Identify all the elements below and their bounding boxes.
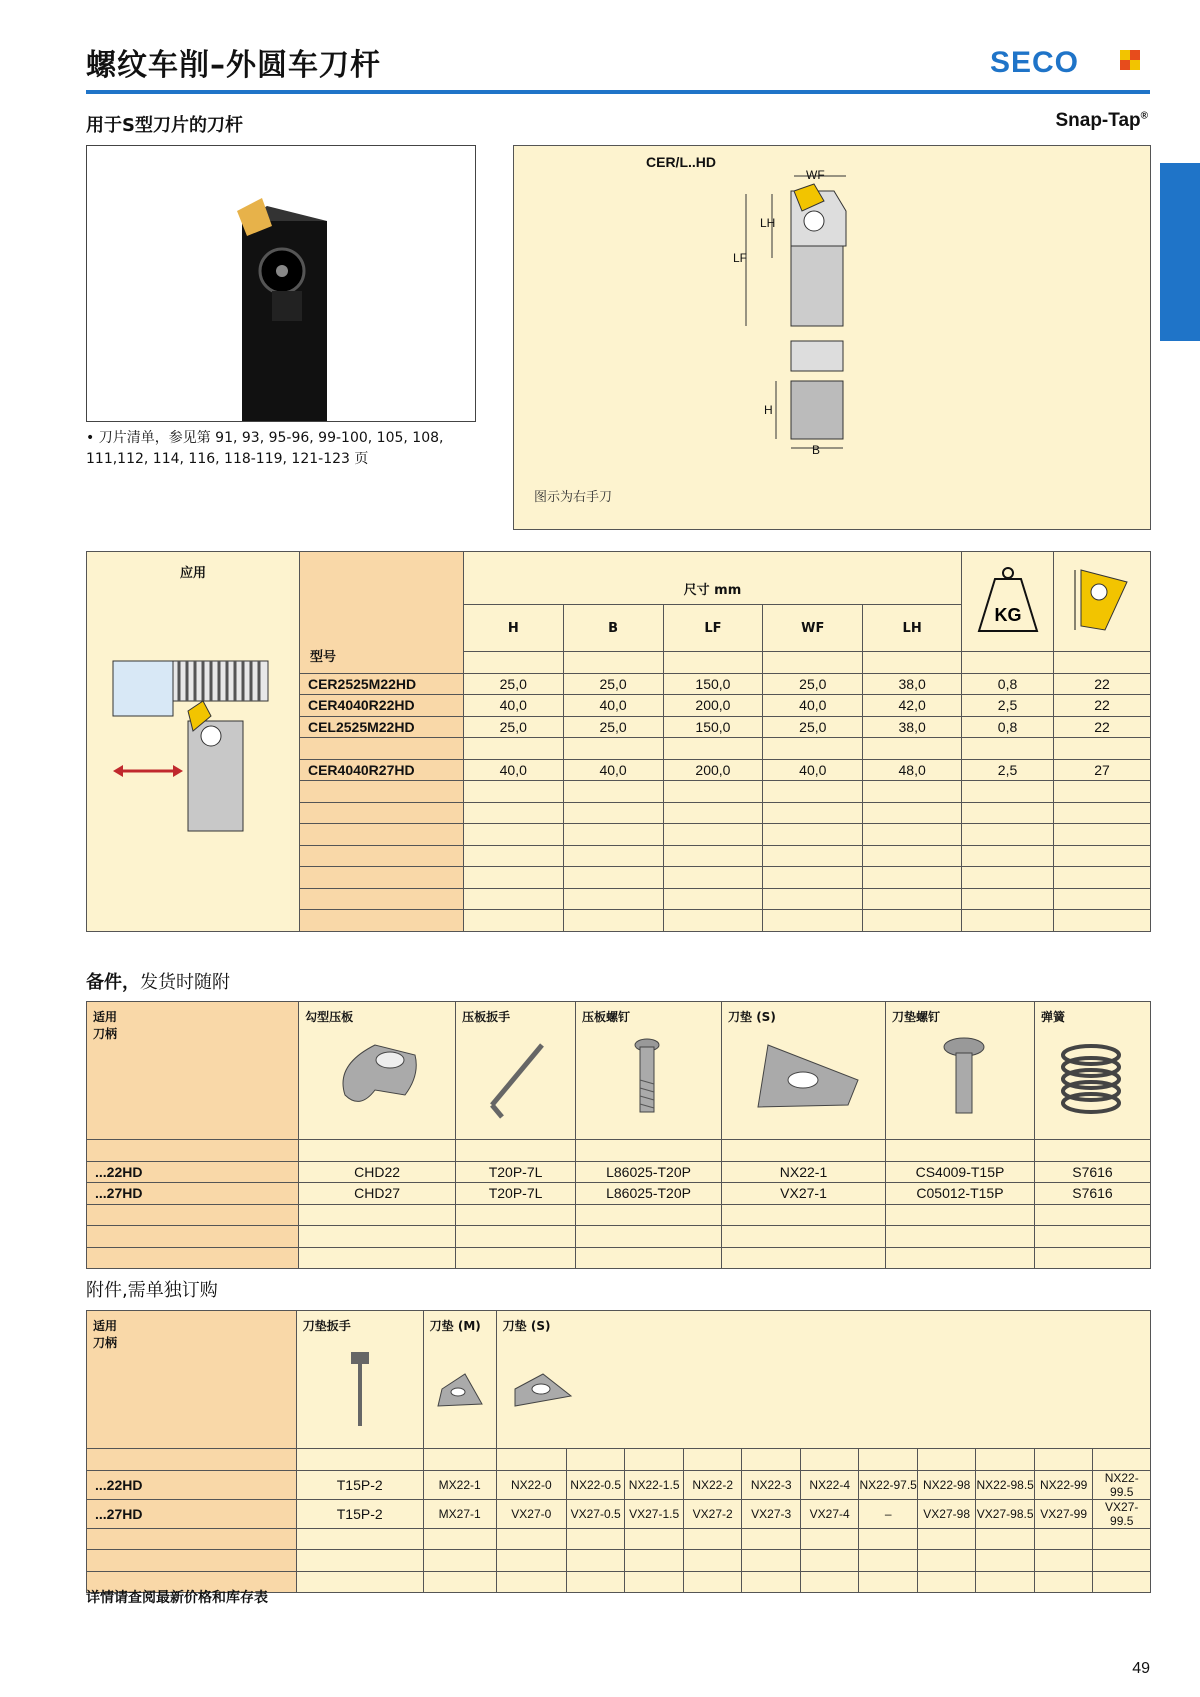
table-row: ...22HD T15P-2 MX22-1 NX22-0 NX22-0.5 NX22-1.5 NX22-2 NX22-3 NX22-4 NX22-97.5 NX22-98 NX22-98.5 NX22-99 NX22-99.5 (87, 1470, 1151, 1499)
lh-label: LH (760, 216, 776, 230)
page-subtitle: 用于S型刀片的刀杆 (86, 115, 243, 136)
spares-col-shim: 刀垫 (S) (722, 1002, 886, 1140)
lf-label: LF (733, 251, 748, 265)
svg-text:SECO: SECO (990, 46, 1080, 78)
insert-list-note: • 刀片清单，参见第 91, 93, 95-96, 99-100, 105, 108, 111,112, 114, 116, 118-119, 121-123 页 (86, 430, 444, 467)
spares-col-clamp-key: 压板扳手 (456, 1002, 576, 1140)
dimension-diagram (513, 145, 1151, 530)
spares-col-shim-screw: 刀垫螺钉 (886, 1002, 1035, 1140)
weight-header (962, 552, 1054, 652)
kg-label: KG (994, 605, 1022, 625)
b-label: B (812, 443, 821, 457)
shim-screw-icon (892, 1025, 1022, 1125)
spares-table (86, 1001, 1151, 1269)
table-row: CER4040R22HD 40,0 40,0 200,0 40,0 42,0 2,5 22 (87, 695, 1151, 717)
col-h: H (463, 605, 563, 652)
shim-icon (728, 1025, 878, 1125)
h-label: H (764, 403, 773, 417)
table-row: CER2525M22HD 25,0 25,0 150,0 25,0 38,0 0,8 22 (87, 673, 1151, 695)
torx-key-icon (303, 1334, 413, 1434)
diagram-caption: 图示为右手刀 (534, 490, 613, 505)
application-cell: 应用 (87, 552, 300, 932)
spares-col-clamp-screw: 压板螺钉 (576, 1002, 722, 1140)
insert-size-header (1054, 552, 1151, 652)
clamp-icon (305, 1025, 445, 1125)
brand-name: Snap-Tap® (1055, 110, 1148, 131)
page-title: 螺纹车削–外圆车刀杆 (86, 48, 381, 83)
model-header: 型号 (299, 552, 463, 674)
product-photo (86, 145, 476, 422)
acc-col-shim-m: 刀垫 (M) (423, 1311, 496, 1449)
hex-key-icon (462, 1025, 562, 1125)
col-b: B (563, 605, 663, 652)
col-wf: WF (763, 605, 863, 652)
acc-col-shim-s: 刀垫 (S) (496, 1311, 1150, 1449)
screw-icon (582, 1025, 712, 1125)
table-row: CER4040R27HD 40,0 40,0 200,0 40,0 48,0 2,5 27 (87, 759, 1151, 781)
page-number: 49 (1132, 1660, 1150, 1677)
table-row: ...27HD CHD27 T20P-7L L86025-T20P VX27-1 C05012-T15P S7616 (87, 1183, 1151, 1205)
table-row: ...27HD T15P-2 MX27-1 VX27-0 VX27-0.5 VX27-1.5 VX27-2 VX27-3 VX27-4 – VX27-98 VX27-98.5 VX27-99 VX27-99.5 (87, 1499, 1151, 1528)
acc-applies-header: 适用 刀柄 (87, 1311, 297, 1449)
accessories-title: 附件,需单独订购 (86, 1280, 218, 1301)
col-lf: LF (663, 605, 763, 652)
dimensions-header: 尺寸 mm (463, 552, 961, 605)
shim-s-icon (503, 1334, 583, 1434)
shim-m-icon (430, 1334, 490, 1434)
wf-label: WF (806, 168, 825, 182)
spring-icon (1041, 1025, 1141, 1125)
acc-col-shim-key: 刀垫扳手 (296, 1311, 423, 1449)
table-row: CEL2525M22HD 25,0 25,0 150,0 25,0 38,0 0,8 22 (87, 716, 1151, 738)
diagram-code: CER/L..HD (646, 154, 716, 170)
holder-table (86, 551, 1151, 932)
spares-applies-header: 适用 刀柄 (87, 1002, 299, 1140)
accessories-table (86, 1310, 1151, 1593)
spares-col-spring: 弹簧 (1034, 1002, 1150, 1140)
col-lh: LH (863, 605, 962, 652)
spares-title: 备件，发货时随附 (86, 972, 230, 993)
table-row: ...22HD CHD22 T20P-7L L86025-T20P NX22-1 CS4009-T15P S7616 (87, 1161, 1151, 1183)
side-tab (1160, 163, 1200, 341)
header-rule (86, 90, 1150, 94)
spares-col-clamp: 勾型压板 (299, 1002, 456, 1140)
footer-note: 详情请查阅最新价格和库存表 (86, 1590, 268, 1606)
seco-logo (990, 44, 1150, 78)
